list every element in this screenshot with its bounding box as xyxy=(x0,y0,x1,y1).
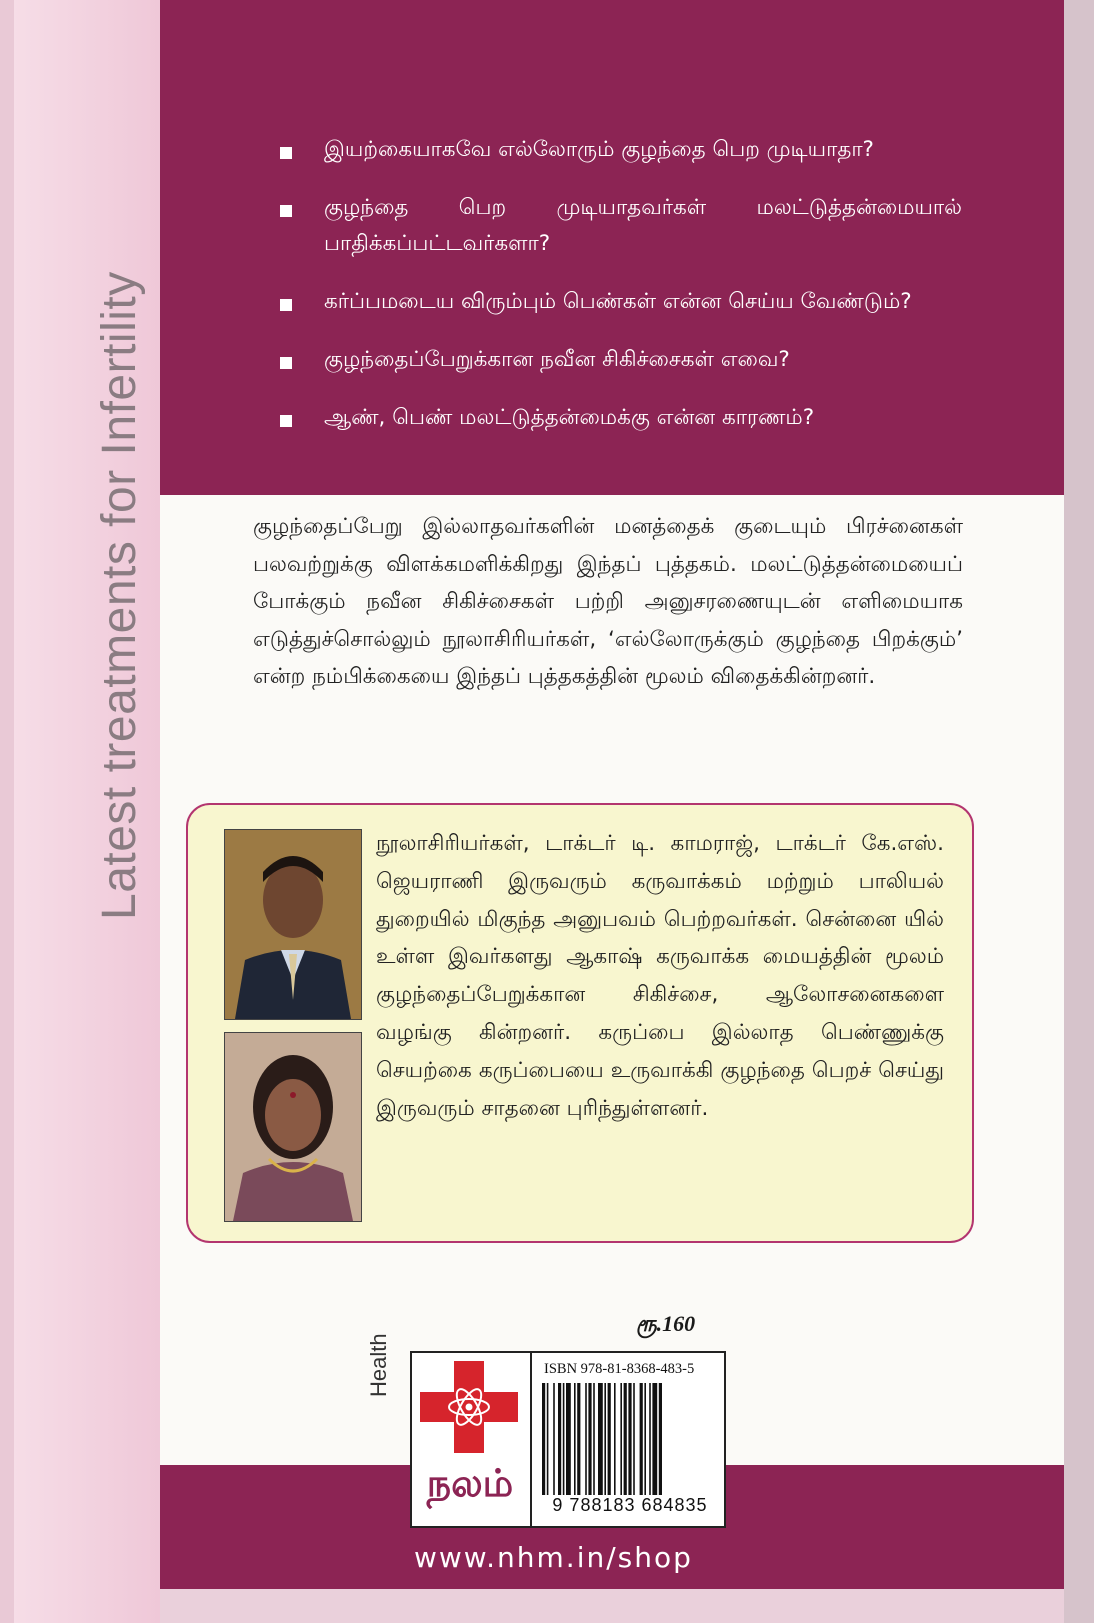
question-item xyxy=(278,284,962,320)
right-edge xyxy=(1064,0,1094,1623)
bullet-square-icon xyxy=(280,357,292,369)
question-item xyxy=(278,132,962,168)
barcode-number: 9 788183 684835 xyxy=(552,1495,708,1515)
isbn-label: ISBN 978-81-8368-483-5 xyxy=(544,1361,695,1377)
bullet-square-icon xyxy=(280,147,292,159)
question-text: குழந்தைப்பேறுக்கான நவீன சிகிச்சைகள் எவை? xyxy=(324,347,790,372)
author-photo-male xyxy=(224,829,362,1020)
question-item xyxy=(278,342,962,378)
bullet-square-icon xyxy=(280,415,292,427)
bullet-square-icon xyxy=(280,299,292,311)
question-list xyxy=(278,132,962,458)
author-bio: நூலாசிரியர்கள், டாக்டர் டி. காமராஜ், டாக்டர் கே.எஸ். ஜெயராணி இருவரும் கருவாக்கம் மற்றும் பாலியல் துறையில் மிகுந்த அனுபவம் பெற்றவர்கள். சென்னை யில் உள்ள இவர்களது ஆகாஷ் கருவாக்க மையத்தின் மூலம் குழந்தைப்பேறுக்கான சிகிச்சை, ஆலோசனைகளை வழங்கு கின்றனர். கருப்பை இல்லாத பெண்ணுக்கு செயற்கை கருப்பையை உருவாக்கி குழந்தை பெறச் செய்து இருவரும் சாதனை புரிந்துள்ளனர். xyxy=(376,831,944,1121)
website-url: www.nhm.in/shop xyxy=(414,1541,693,1574)
question-text: குழந்தை பெற முடியாதவர்கள் மலட்டுத்தன்மையால் பாதிக்கப்பட்டவர்களா? xyxy=(324,195,962,256)
red-cross-icon xyxy=(420,1361,518,1453)
spine-edge xyxy=(0,0,14,1623)
bullet-square-icon xyxy=(280,205,292,217)
publisher-logo xyxy=(410,1351,532,1528)
question-text: ஆண், பெண் மலட்டுத்தன்மைக்கு என்ன காரணம்? xyxy=(324,405,815,430)
question-text: இயற்கையாகவே எல்லோரும் குழந்தை பெற முடியாதா? xyxy=(324,137,874,162)
question-text: கர்ப்பமடைய விரும்பும் பெண்கள் என்ன செய்ய வேண்டும்? xyxy=(324,289,912,314)
barcode-icon xyxy=(540,1383,716,1495)
publisher-logo-text: நலம் xyxy=(426,1461,514,1505)
question-item xyxy=(278,400,962,436)
category-label: Health xyxy=(366,1333,391,1397)
intro-paragraph: குழந்தைப்பேறு இல்லாதவர்களின் மனத்தைக் குடையும் பிரச்னைகள் பலவற்றுக்கு விளக்கமளிக்கிறது இந்தப் புத்தகம். மலட்டுத்தன்மையைப் போக்கும் நவீன சிகிச்சைகள் பற்றி அனுசரணையுடன் எளிமையாக எடுத்துச்சொல்லும் நூலாசிரியர்கள், ‘எல்லோருக்கும் குழந்தை பிறக்கும்’ என்ற நம்பிக்கையை இந்தப் புத்தகத்தின் மூலம் விதைக்கின்றனர். xyxy=(253,514,963,689)
barcode-box xyxy=(530,1351,726,1528)
author-photo-female xyxy=(224,1032,362,1222)
price-label: ரூ.160 xyxy=(636,1311,696,1336)
question-item xyxy=(278,190,962,262)
vertical-title: Latest treatments for Infertility xyxy=(93,271,146,920)
